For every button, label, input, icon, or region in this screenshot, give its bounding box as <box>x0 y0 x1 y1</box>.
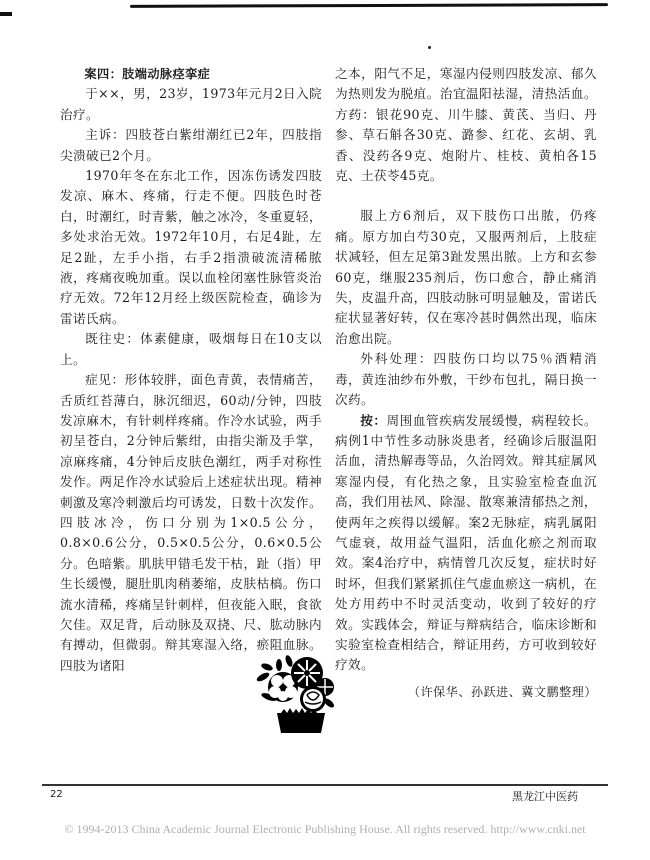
case-note <box>335 411 597 676</box>
note-label: 按： <box>360 412 387 428</box>
journal-name: 黑龙江中医药 <box>512 790 578 803</box>
flower-basket-illustration <box>255 655 340 735</box>
note-text: 周围血管疾病发展缓慢，病程较长。病例1中节性多动脉炎患者，经确诊后服温阳活血，清热解毒等品，久治罔效。辩其症属风寒湿内侵，有化热之象，且实验室检查血沉高，我们用祛风、除湿、散寒兼清郁热之剂，使两年之疾得以缓解。案2无脉症，病乳属阳气虚衰，故用益气温阳，活血化瘀之剂而取效。案4治疗中，病情曾几次反复，症状时好时坏，但我们紧紧抓住气虚血瘀这一病机，在处方用药中不时灵活变动，收到了较好的疗效。实践体会，辩证与辩病结合，临床诊断和实验室检查相结合，辩证用药，方可收到较好疗效。 <box>335 412 597 673</box>
round-flower <box>300 686 326 712</box>
case-title: 案四：肢端动脉痉挛症 <box>84 67 211 81</box>
case-history-present: 1970年冬在东北工作，因冻伤诱发四肢发凉、麻木、疼痛，行走不便。四肢色时苍白，时潮红，时青紫，触之冰冷，冬重夏轻，多处求治无效。1972年10月，右足4趾，左足2趾，左手小指，右手2指溃破流清稀脓液，疼痛夜晚加重。误以血栓闭塞性脉管炎治疗无效。72年12月经上级医院检查，确诊为雷诺氏病。 <box>60 168 322 326</box>
page-number: 22 <box>50 789 63 800</box>
credit: （许保华、孙跃进、冀文鹏整理） <box>407 684 597 699</box>
case-external: 外科处理：四肢伤口均以75％酒精消毒，黄连油纱布外敷，干纱布包扎，隔日换一次药。 <box>335 351 597 408</box>
case-intro: 于××，男，23岁，1973年元月2日入院治疗。 <box>60 86 322 122</box>
case-history-past: 既往史：体素健康，吸烟每日在10支以上。 <box>60 331 322 367</box>
case-symptoms-cont: 之本，阳气不足，寒湿内侵则四肢发凉、郁久为热则发为脱疽。治宜温阳祛湿，清热活血。方药：银花90克、川牛膝、黄芪、当归、丹参、草石斛各30克、潞参、红花、玄胡、乳香、没药各9克、炮附片、桂枝、黄柏各15克、土茯苓45克。 <box>335 66 597 184</box>
case-complaint: 主诉：四肢苍白紫绀潮红已2年，四肢指尖溃破已2个月。 <box>60 127 322 163</box>
footer-rule <box>42 784 608 786</box>
scan-mark <box>0 12 12 16</box>
right-column <box>335 64 597 702</box>
copyright-notice: © 1994-2013 China Academic Journal Electronic Publishing House. All rights reserved. http://www.cnki.net <box>64 822 586 836</box>
basket <box>277 708 325 733</box>
scan-dot <box>428 46 431 49</box>
top-rule <box>130 3 608 8</box>
case-treatment: 服上方6剂后，双下肢伤口出脓，仍疼痛。原方加白芍30克，又服两剂后，上肢症状减轻，但左足第3趾发黑出脓。上方和玄参60克，继服235剂后，伤口愈合，静止痛消失，皮温升高，四肢动脉可明显触及，雷诺氏症状显著好转，仅在寒冷甚时偶然出现，临床治愈出院。 <box>335 208 597 346</box>
case-symptoms: 症见：形体较胖，面色青黄，表情痛苦，舌质红苔薄白，脉沉细迟，60动/分钟，四肢发凉麻木，有针刺样疼痛。作冷水试验，两手初呈苍白，2分钟后紫绀，由指尖渐及手掌，凉麻疼痛，4分钟后皮肤色潮红，两手对称性发作。两足作冷水试验后上述症状出现。精神刺激及寒冷刺激后均可诱发，日数十次发作。四肢冰冷，伤口分别为1×0.5公分，0.8×0.6公分，0.5×0.5公分，0.6×0.5公分。色暗紫。肌肤甲错毛发干枯，趾（指）甲生长缓慢，腿肚肌肉稍萎缩，皮肤枯槁。伤口流水清稀，疼痛呈针刺样，但夜能入眠，食欲欠佳。双足背，后动脉及双挠、尺、肱动脉内有搏动，但微弱。辩其寒湿入络，瘀阻血脉。四肢为诸阳 <box>60 372 322 673</box>
left-column <box>60 64 322 676</box>
